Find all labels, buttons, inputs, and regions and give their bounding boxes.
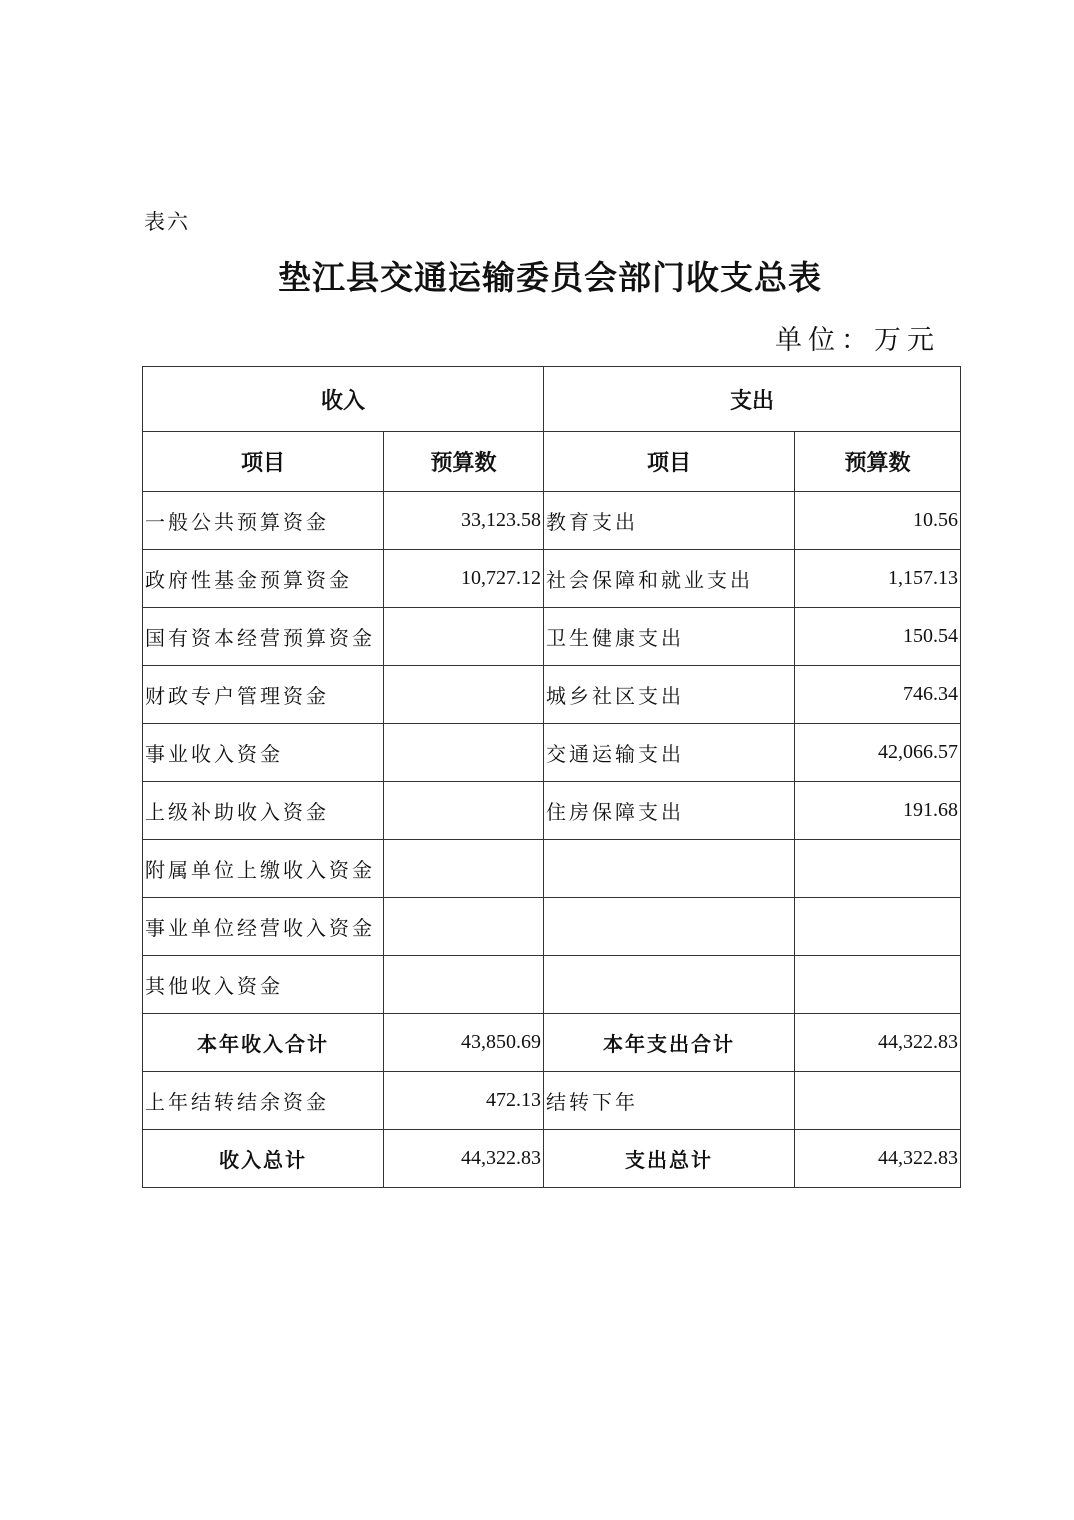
expense-item-header: 项目 bbox=[544, 432, 795, 492]
grand-income-total-label: 收入总计 bbox=[143, 1130, 384, 1188]
income-amount-cell bbox=[384, 956, 544, 1014]
section-header-row bbox=[143, 367, 961, 432]
expense-budget-header: 预算数 bbox=[795, 432, 961, 492]
carryover-expense-label: 结转下年 bbox=[544, 1072, 795, 1130]
expense-item-cell: 城乡社区支出 bbox=[544, 666, 795, 724]
table-row bbox=[143, 898, 961, 956]
income-item-cell: 国有资本经营预算资金 bbox=[143, 608, 384, 666]
expense-item-cell bbox=[544, 840, 795, 898]
year-expense-total-amount: 44,322.83 bbox=[795, 1014, 961, 1072]
table-row bbox=[143, 782, 961, 840]
year-income-total-amount: 43,850.69 bbox=[384, 1014, 544, 1072]
table-row bbox=[143, 608, 961, 666]
expense-amount-cell bbox=[795, 956, 961, 1014]
expense-item-cell: 交通运输支出 bbox=[544, 724, 795, 782]
expense-item-cell bbox=[544, 956, 795, 1014]
table-row bbox=[143, 724, 961, 782]
income-item-cell: 一般公共预算资金 bbox=[143, 492, 384, 550]
document-title: 垫江县交通运输委员会部门收支总表 bbox=[278, 258, 822, 297]
income-item-header: 项目 bbox=[143, 432, 384, 492]
income-amount-cell bbox=[384, 608, 544, 666]
income-amount-cell bbox=[384, 840, 544, 898]
income-amount-cell: 33,123.58 bbox=[384, 492, 544, 550]
income-item-cell: 附属单位上缴收入资金 bbox=[143, 840, 384, 898]
carryover-income-amount: 472.13 bbox=[384, 1072, 544, 1130]
table-row bbox=[143, 666, 961, 724]
grand-expense-total-amount: 44,322.83 bbox=[795, 1130, 961, 1188]
year-income-total-label: 本年收入合计 bbox=[143, 1014, 384, 1072]
table-row bbox=[143, 956, 961, 1014]
table-row bbox=[143, 550, 961, 608]
income-amount-cell bbox=[384, 898, 544, 956]
year-expense-total-label: 本年支出合计 bbox=[544, 1014, 795, 1072]
year-total-row bbox=[143, 1014, 961, 1072]
expense-item-cell: 卫生健康支出 bbox=[544, 608, 795, 666]
income-budget-header: 预算数 bbox=[384, 432, 544, 492]
income-item-cell: 其他收入资金 bbox=[143, 956, 384, 1014]
carryover-row bbox=[143, 1072, 961, 1130]
grand-income-total-amount: 44,322.83 bbox=[384, 1130, 544, 1188]
expense-section-header: 支出 bbox=[544, 367, 961, 432]
income-item-cell: 政府性基金预算资金 bbox=[143, 550, 384, 608]
income-item-cell: 上级补助收入资金 bbox=[143, 782, 384, 840]
budget-table bbox=[142, 366, 961, 1188]
expense-amount-cell: 746.34 bbox=[795, 666, 961, 724]
income-section-header: 收入 bbox=[143, 367, 544, 432]
expense-amount-cell: 10.56 bbox=[795, 492, 961, 550]
expense-item-cell: 住房保障支出 bbox=[544, 782, 795, 840]
expense-amount-cell: 42,066.57 bbox=[795, 724, 961, 782]
grand-total-row bbox=[143, 1130, 961, 1188]
table-row bbox=[143, 492, 961, 550]
expense-item-cell bbox=[544, 898, 795, 956]
column-header-row bbox=[143, 432, 961, 492]
expense-amount-cell bbox=[795, 840, 961, 898]
grand-expense-total-label: 支出总计 bbox=[544, 1130, 795, 1188]
expense-amount-cell: 150.54 bbox=[795, 608, 961, 666]
income-item-cell: 事业收入资金 bbox=[143, 724, 384, 782]
expense-item-cell: 社会保障和就业支出 bbox=[544, 550, 795, 608]
income-item-cell: 财政专户管理资金 bbox=[143, 666, 384, 724]
expense-amount-cell: 191.68 bbox=[795, 782, 961, 840]
income-amount-cell bbox=[384, 666, 544, 724]
carryover-income-label: 上年结转结余资金 bbox=[143, 1072, 384, 1130]
income-item-cell: 事业单位经营收入资金 bbox=[143, 898, 384, 956]
carryover-expense-amount bbox=[795, 1072, 961, 1130]
expense-amount-cell bbox=[795, 898, 961, 956]
income-amount-cell: 10,727.12 bbox=[384, 550, 544, 608]
income-amount-cell bbox=[384, 724, 544, 782]
expense-amount-cell: 1,157.13 bbox=[795, 550, 961, 608]
table-row bbox=[143, 840, 961, 898]
table-label: 表六 bbox=[144, 210, 190, 234]
expense-item-cell: 教育支出 bbox=[544, 492, 795, 550]
unit-label: 单位：万元 bbox=[775, 325, 940, 356]
income-amount-cell bbox=[384, 782, 544, 840]
